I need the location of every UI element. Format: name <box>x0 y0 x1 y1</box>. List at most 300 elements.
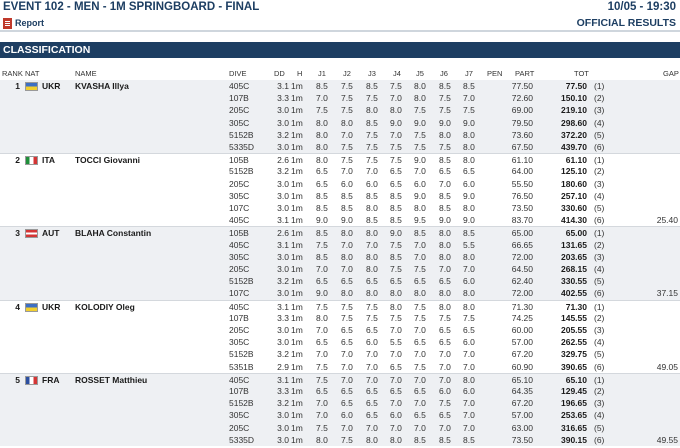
judge-4-score: 7.0 <box>390 374 402 385</box>
judge-5-score: 6.5 <box>414 276 426 287</box>
judge-3-score: 6.5 <box>366 386 378 396</box>
judge-3-score: 7.5 <box>366 93 378 104</box>
judge-4-score: 8.5 <box>390 190 402 201</box>
height-value: 1m <box>291 251 303 262</box>
judge-2-score: 6.5 <box>341 276 353 287</box>
judge-5-score: 7.5 <box>414 264 426 274</box>
rank-after-dive: (5) <box>594 129 605 140</box>
height-value: 1m <box>291 301 303 312</box>
judge-3-score: 7.0 <box>366 422 378 433</box>
height-value: 1m <box>291 155 303 166</box>
judge-1-score: 7.5 <box>316 374 328 385</box>
total-score: 129.45 <box>561 386 587 396</box>
part-score: 66.65 <box>511 239 533 250</box>
judge-5-score: 7.5 <box>414 312 426 323</box>
rank-after-dive: (3) <box>594 251 605 262</box>
judge-1-score: 7.5 <box>316 301 328 312</box>
judge-5-score: 7.5 <box>414 142 426 152</box>
judge-7-score: 7.0 <box>463 349 475 360</box>
total-score: 329.75 <box>561 349 587 360</box>
judge-2-score: 7.5 <box>341 93 353 104</box>
judge-3-score: 7.5 <box>366 129 378 140</box>
judge-7-score: 6.0 <box>463 178 475 189</box>
judge-5-score: 8.0 <box>414 203 426 213</box>
judge-6-score: 6.5 <box>439 337 451 348</box>
rank-after-dive: (4) <box>594 337 605 348</box>
dive-code: 205C <box>229 264 250 274</box>
nat-code: FRA <box>42 374 60 385</box>
dive-row <box>0 434 680 446</box>
total-score: 125.10 <box>561 166 587 177</box>
total-score: 330.60 <box>561 203 587 213</box>
rank-after-dive: (6) <box>594 434 605 445</box>
judge-1-score: 8.0 <box>316 117 328 128</box>
judge-4-score: 7.0 <box>390 93 402 104</box>
judge-5-score: 8.0 <box>414 93 426 104</box>
judge-6-score: 8.5 <box>439 434 451 445</box>
rank-after-dive: (2) <box>594 386 605 396</box>
dive-code: 105B <box>229 228 249 239</box>
judge-2-score: 7.5 <box>341 142 353 152</box>
dive-row <box>0 409 680 421</box>
judge-6-score: 6.5 <box>439 325 451 335</box>
total-score: 390.65 <box>561 361 587 372</box>
judge-7-score: 7.0 <box>463 398 475 409</box>
total-score: 219.10 <box>561 105 587 116</box>
judge-1-score: 8.5 <box>316 251 328 262</box>
judge-1-score: 8.5 <box>316 228 328 239</box>
dive-row <box>0 287 680 299</box>
event-datetime: 10/05 - 19:30 <box>607 1 676 13</box>
height-value: 1m <box>291 215 303 226</box>
judge-7-score: 8.0 <box>463 288 475 299</box>
col-j4: J4 <box>393 69 401 78</box>
total-score: 298.60 <box>561 117 587 128</box>
report-link[interactable] <box>3 17 44 29</box>
judge-4-score: 7.0 <box>390 325 402 335</box>
dd-value: 3.2 <box>277 129 289 140</box>
part-score: 74.25 <box>511 312 533 323</box>
rank-after-dive: (3) <box>594 325 605 335</box>
judge-7-score: 7.0 <box>463 410 475 421</box>
dd-value: 3.0 <box>277 142 289 152</box>
height-value: 1m <box>291 337 303 348</box>
judge-5-score: 6.0 <box>414 178 426 189</box>
judge-6-score: 9.0 <box>439 117 451 128</box>
judge-3-score: 8.0 <box>366 288 378 299</box>
part-score: 55.50 <box>511 178 533 189</box>
dd-value: 3.3 <box>277 312 289 323</box>
rank-after-dive: (1) <box>594 228 605 239</box>
judge-1-score: 7.5 <box>316 239 328 250</box>
dive-row <box>0 348 680 360</box>
col-j3: J3 <box>368 69 376 78</box>
judge-7-score: 6.0 <box>463 276 475 287</box>
total-score: 61.10 <box>565 155 587 166</box>
rank-after-dive: (2) <box>594 312 605 323</box>
nat-code: AUT <box>42 228 60 239</box>
judge-1-score: 6.5 <box>316 178 328 189</box>
dive-code: 107C <box>229 288 250 299</box>
dd-value: 3.1 <box>277 239 289 250</box>
dd-value: 3.3 <box>277 93 289 104</box>
judge-7-score: 9.0 <box>463 190 475 201</box>
rank-after-dive: (3) <box>594 398 605 409</box>
dive-code: 305C <box>229 190 250 201</box>
judge-3-score: 8.5 <box>366 215 378 226</box>
judge-2-score: 6.5 <box>341 325 353 335</box>
judge-7-score: 8.0 <box>463 251 475 262</box>
part-score: 62.40 <box>511 276 533 287</box>
dd-value: 3.3 <box>277 386 289 396</box>
col-j6: J6 <box>440 69 448 78</box>
judge-5-score: 7.0 <box>414 398 426 409</box>
gap-value: 49.05 <box>656 361 678 372</box>
rank-after-dive: (5) <box>594 422 605 433</box>
dd-value: 3.1 <box>277 374 289 385</box>
judge-2-score: 7.5 <box>341 301 353 312</box>
flag-ukr-icon <box>25 82 38 91</box>
total-score: 77.50 <box>565 81 587 91</box>
judge-6-score: 8.5 <box>439 203 451 213</box>
dive-row <box>0 263 680 275</box>
judge-3-score: 7.5 <box>366 142 378 152</box>
rank: 3 <box>15 228 20 239</box>
judge-6-score: 8.0 <box>439 228 451 239</box>
part-score: 72.60 <box>511 93 533 104</box>
judge-3-score: 6.5 <box>366 410 378 421</box>
rank-after-dive: (1) <box>594 301 605 312</box>
judge-4-score: 9.0 <box>390 228 402 239</box>
judge-6-score: 8.5 <box>439 81 451 91</box>
dive-row <box>0 422 680 434</box>
judge-4-score: 6.5 <box>390 361 402 372</box>
total-score: 203.65 <box>561 251 587 262</box>
height-value: 1m <box>291 349 303 360</box>
judge-2-score: 6.5 <box>341 398 353 409</box>
col-dd: DD <box>274 69 285 78</box>
judge-6-score: 8.5 <box>439 155 451 166</box>
height-value: 1m <box>291 105 303 116</box>
judge-5-score: 7.0 <box>414 422 426 433</box>
dd-value: 3.2 <box>277 276 289 287</box>
judge-7-score: 9.0 <box>463 117 475 128</box>
dd-value: 3.1 <box>277 301 289 312</box>
dive-row <box>0 300 680 312</box>
dive-code: 205C <box>229 422 250 433</box>
dd-value: 3.1 <box>277 215 289 226</box>
total-score: 65.00 <box>565 228 587 239</box>
height-value: 1m <box>291 312 303 323</box>
part-score: 61.10 <box>511 155 533 166</box>
judge-5-score: 7.0 <box>414 349 426 360</box>
part-score: 60.00 <box>511 325 533 335</box>
height-value: 1m <box>291 129 303 140</box>
part-score: 60.90 <box>511 361 533 372</box>
results-header <box>0 0 680 32</box>
dd-value: 3.1 <box>277 81 289 91</box>
judge-7-score: 8.0 <box>463 374 475 385</box>
dive-code: 5351B <box>229 361 254 372</box>
judge-2-score: 7.0 <box>341 166 353 177</box>
dive-row <box>0 385 680 397</box>
judge-1-score: 9.0 <box>316 288 328 299</box>
judge-3-score: 7.5 <box>366 155 378 166</box>
judge-7-score: 9.0 <box>463 215 475 226</box>
height-value: 1m <box>291 374 303 385</box>
judge-5-score: 9.0 <box>414 190 426 201</box>
rank: 2 <box>15 155 20 166</box>
height-value: 1m <box>291 325 303 335</box>
dive-code: 405C <box>229 374 250 385</box>
dive-row <box>0 324 680 336</box>
judge-4-score: 7.0 <box>390 422 402 433</box>
judge-4-score: 7.5 <box>390 239 402 250</box>
judge-3-score: 6.5 <box>366 276 378 287</box>
judge-4-score: 8.5 <box>390 215 402 226</box>
col-pen: PEN <box>487 69 503 78</box>
judge-6-score: 7.0 <box>439 349 451 360</box>
judge-7-score: 7.0 <box>463 422 475 433</box>
height-value: 1m <box>291 93 303 104</box>
dive-code: 405C <box>229 81 250 91</box>
judge-1-score: 7.0 <box>316 398 328 409</box>
part-score: 69.00 <box>511 105 533 116</box>
col-part: PART <box>515 69 535 78</box>
col-j1: J1 <box>318 69 326 78</box>
judge-2-score: 7.5 <box>341 312 353 323</box>
dd-value: 2.6 <box>277 228 289 239</box>
judge-1-score: 6.5 <box>316 276 328 287</box>
judge-5-score: 7.0 <box>414 251 426 262</box>
judge-3-score: 7.5 <box>366 312 378 323</box>
dive-code: 305C <box>229 117 250 128</box>
judge-7-score: 8.0 <box>463 301 475 312</box>
dive-code: 205C <box>229 178 250 189</box>
judge-6-score: 8.0 <box>439 129 451 140</box>
part-score: 73.50 <box>511 434 533 445</box>
dive-code: 5335D <box>229 434 255 445</box>
dive-code: 5335D <box>229 142 255 152</box>
dd-value: 3.0 <box>277 203 289 213</box>
flag-ukr-icon <box>25 303 38 312</box>
judge-5-score: 7.0 <box>414 166 426 177</box>
judge-7-score: 8.0 <box>463 129 475 140</box>
rank-after-dive: (1) <box>594 81 605 91</box>
dive-row <box>0 239 680 251</box>
height-value: 1m <box>291 239 303 250</box>
dive-code: 305C <box>229 337 250 348</box>
judge-2-score: 7.0 <box>341 129 353 140</box>
height-value: 1m <box>291 117 303 128</box>
judge-3-score: 8.0 <box>366 251 378 262</box>
height-value: 1m <box>291 190 303 201</box>
col-h: H <box>297 69 303 78</box>
judge-7-score: 7.5 <box>463 105 475 116</box>
part-score: 64.50 <box>511 264 533 274</box>
judge-2-score: 7.0 <box>341 422 353 433</box>
athlete-name: KVASHA Illya <box>75 81 129 91</box>
flag-ita-icon <box>25 156 38 165</box>
col-nat: NAT <box>25 69 40 78</box>
judge-2-score: 7.0 <box>341 361 353 372</box>
judge-4-score: 6.5 <box>390 178 402 189</box>
judge-1-score: 7.0 <box>316 93 328 104</box>
total-score: 257.10 <box>561 190 587 201</box>
judge-4-score: 7.0 <box>390 398 402 409</box>
judge-3-score: 8.5 <box>366 190 378 201</box>
part-score: 73.50 <box>511 203 533 213</box>
judge-7-score: 8.5 <box>463 228 475 239</box>
dive-row <box>0 226 680 238</box>
judge-2-score: 8.5 <box>341 190 353 201</box>
rank-after-dive: (2) <box>594 166 605 177</box>
judge-1-score: 7.0 <box>316 349 328 360</box>
judge-3-score: 8.5 <box>366 117 378 128</box>
dive-code: 305C <box>229 410 250 421</box>
dive-row <box>0 165 680 177</box>
report-label[interactable]: Report <box>15 18 44 28</box>
part-score: 76.50 <box>511 190 533 201</box>
judge-2-score: 7.5 <box>341 105 353 116</box>
dd-value: 3.2 <box>277 349 289 360</box>
judge-1-score: 6.5 <box>316 166 328 177</box>
rank-after-dive: (1) <box>594 374 605 385</box>
judge-1-score: 9.0 <box>316 215 328 226</box>
col-dive: DIVE <box>229 69 247 78</box>
judge-2-score: 6.0 <box>341 410 353 421</box>
total-score: 180.60 <box>561 178 587 189</box>
judge-3-score: 7.0 <box>366 166 378 177</box>
judge-5-score: 6.5 <box>414 386 426 396</box>
judge-1-score: 7.0 <box>316 410 328 421</box>
judge-6-score: 7.0 <box>439 361 451 372</box>
judge-3-score: 7.0 <box>366 349 378 360</box>
athlete-name: TOCCI Giovanni <box>75 155 141 166</box>
judge-6-score: 7.5 <box>439 142 451 152</box>
total-score: 262.55 <box>561 337 587 348</box>
flag-aut-icon <box>25 229 38 238</box>
part-score: 65.10 <box>511 374 533 385</box>
judge-1-score: 8.0 <box>316 434 328 445</box>
flag-fra-icon <box>25 376 38 385</box>
part-score: 79.50 <box>511 117 533 128</box>
rank: 1 <box>15 81 20 91</box>
dd-value: 3.0 <box>277 434 289 445</box>
judge-5-score: 7.0 <box>414 374 426 385</box>
total-score: 414.30 <box>561 215 587 226</box>
dd-value: 3.0 <box>277 178 289 189</box>
dive-row <box>0 397 680 409</box>
judge-6-score: 8.0 <box>439 301 451 312</box>
judge-6-score: 7.0 <box>439 264 451 274</box>
dd-value: 3.0 <box>277 190 289 201</box>
dive-code: 107B <box>229 386 249 396</box>
dd-value: 3.0 <box>277 105 289 116</box>
judge-6-score: 6.5 <box>439 410 451 421</box>
judge-2-score: 6.0 <box>341 178 353 189</box>
rank-after-dive: (6) <box>594 288 605 299</box>
rank: 5 <box>15 374 20 385</box>
dd-value: 2.9 <box>277 361 289 372</box>
part-score: 73.60 <box>511 129 533 140</box>
rank-after-dive: (6) <box>594 142 605 152</box>
judge-4-score: 8.5 <box>390 203 402 213</box>
judge-5-score: 9.0 <box>414 155 426 166</box>
official-results-label: OFFICIAL RESULTS <box>576 17 676 29</box>
height-value: 1m <box>291 422 303 433</box>
judge-4-score: 7.5 <box>390 81 402 91</box>
dive-code: 105B <box>229 155 249 166</box>
judge-4-score: 6.0 <box>390 410 402 421</box>
judge-4-score: 7.5 <box>390 155 402 166</box>
rank-after-dive: (4) <box>594 190 605 201</box>
judge-3-score: 6.5 <box>366 325 378 335</box>
judge-7-score: 5.5 <box>463 239 475 250</box>
gap-value: 49.55 <box>656 434 678 445</box>
dive-code: 5152B <box>229 349 254 360</box>
judge-7-score: 8.5 <box>463 81 475 91</box>
athlete-name: ROSSET Matthieu <box>75 374 148 385</box>
judge-5-score: 9.5 <box>414 215 426 226</box>
judge-2-score: 7.0 <box>341 349 353 360</box>
judge-4-score: 7.5 <box>390 142 402 152</box>
pdf-report-icon[interactable] <box>3 18 12 29</box>
judge-1-score: 7.0 <box>316 264 328 274</box>
col-j7: J7 <box>465 69 473 78</box>
judge-7-score: 7.0 <box>463 361 475 372</box>
dive-row <box>0 214 680 226</box>
judge-2-score: 6.5 <box>341 386 353 396</box>
judge-3-score: 8.0 <box>366 105 378 116</box>
judge-5-score: 7.5 <box>414 129 426 140</box>
dive-code: 405C <box>229 239 250 250</box>
col-j2: J2 <box>343 69 351 78</box>
rank-after-dive: (3) <box>594 105 605 116</box>
judge-6-score: 7.5 <box>439 398 451 409</box>
rank-after-dive: (4) <box>594 117 605 128</box>
dd-value: 2.6 <box>277 155 289 166</box>
part-score: 77.50 <box>511 81 533 91</box>
judge-6-score: 7.0 <box>439 374 451 385</box>
judge-5-score: 8.0 <box>414 288 426 299</box>
part-score: 83.70 <box>511 215 533 226</box>
judge-1-score: 8.5 <box>316 81 328 91</box>
judge-2-score: 8.0 <box>341 117 353 128</box>
judge-1-score: 8.5 <box>316 190 328 201</box>
dive-code: 5152B <box>229 129 254 140</box>
classification-title: CLASSIFICATION <box>0 42 680 58</box>
col-gap: GAP <box>663 69 679 78</box>
height-value: 1m <box>291 361 303 372</box>
total-score: 150.10 <box>561 93 587 104</box>
dd-value: 3.0 <box>277 337 289 348</box>
judge-5-score: 8.5 <box>414 434 426 445</box>
judge-4-score: 8.0 <box>390 434 402 445</box>
dive-row <box>0 141 680 153</box>
judge-6-score: 7.0 <box>439 178 451 189</box>
judge-1-score: 7.0 <box>316 325 328 335</box>
height-value: 1m <box>291 178 303 189</box>
dive-row <box>0 361 680 373</box>
height-value: 1m <box>291 264 303 274</box>
judge-6-score: 8.0 <box>439 288 451 299</box>
judge-4-score: 7.5 <box>390 264 402 274</box>
event-title: EVENT 102 - MEN - 1M SPRINGBOARD - FINAL <box>3 1 260 13</box>
judge-7-score: 8.0 <box>463 155 475 166</box>
part-score: 67.20 <box>511 349 533 360</box>
rank-after-dive: (4) <box>594 410 605 421</box>
